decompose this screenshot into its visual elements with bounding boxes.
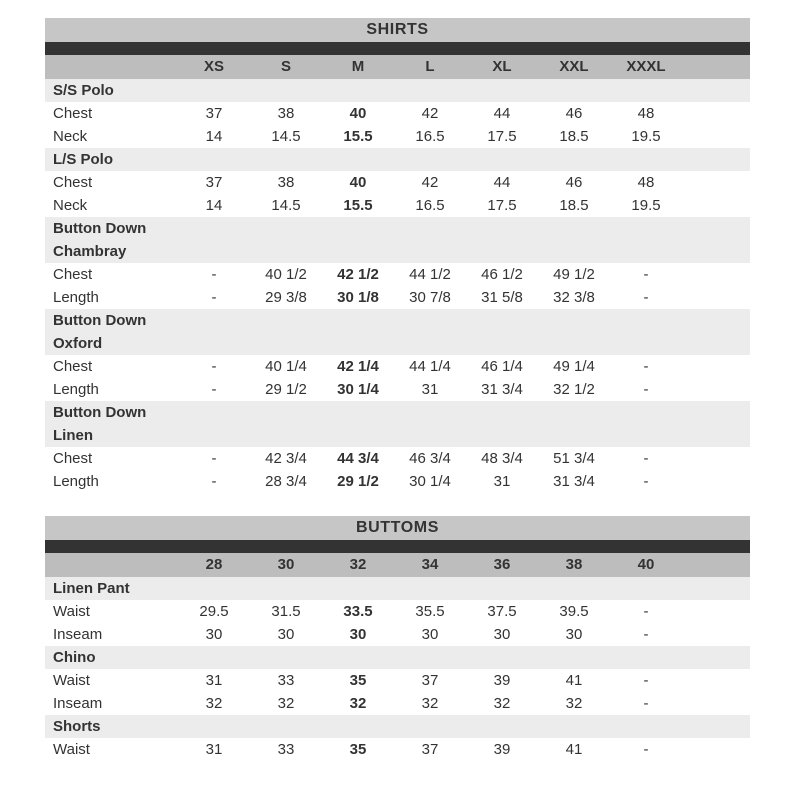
row-label: Waist [53,672,90,689]
tables-host [45,18,750,761]
section-name: Shorts [53,718,101,735]
size-cell: - [211,266,217,283]
size-cell: 30 [277,626,295,643]
size-cell: 49 1/2 [553,266,595,283]
shirts-table [45,18,750,493]
column-header-cell: XXL [559,58,589,75]
data-row [45,355,750,378]
size-cell: 39 [493,672,511,689]
size-cell: 38 [277,105,295,122]
size-cell: - [211,473,217,490]
size-cell: 44 1/4 [409,358,451,375]
row-filler [682,738,750,761]
size-cell: 16.5 [415,197,445,214]
size-cell: 44 3/4 [337,450,379,467]
row-label: Chest [53,174,93,191]
size-cell: 31 5/8 [481,289,523,306]
data-row [45,600,750,623]
column-header-cell: 40 [637,556,655,573]
section-header-row [45,79,750,102]
size-cell: 18.5 [559,197,589,214]
row-filler [682,447,750,470]
size-cell: 41 [565,741,583,758]
table-title-bar [45,18,750,42]
row-label: Waist [53,741,90,758]
size-cell: 48 [637,105,655,122]
row-filler [682,355,750,378]
column-header-cell: M [351,58,365,75]
row-filler [682,125,750,148]
size-cell: - [643,603,649,620]
column-header-cell: 28 [205,556,223,573]
column-header-cell: 38 [565,556,583,573]
table-title: SHIRTS [366,21,429,38]
size-cell: - [643,266,649,283]
data-row [45,102,750,125]
size-cell: - [211,289,217,306]
data-row [45,669,750,692]
size-cell: 32 [493,695,511,712]
size-cell: 31.5 [271,603,301,620]
data-row [45,738,750,761]
size-cell: 42 [421,105,439,122]
size-cell: 29 1/2 [265,381,307,398]
data-row [45,623,750,646]
row-filler [682,669,750,692]
column-header-spacer [45,55,178,79]
row-label: Length [53,473,99,490]
size-cell: - [643,289,649,306]
size-cell: 46 [565,174,583,191]
section-name: Button Down Chambray [53,220,147,260]
size-cell: - [643,450,649,467]
row-filler [682,263,750,286]
section-name: S/S Polo [53,82,114,99]
size-cell: 29.5 [199,603,229,620]
column-header-spacer [45,553,178,577]
row-filler [682,470,750,493]
buttoms-table [45,516,750,761]
row-filler [682,692,750,715]
row-label: Chest [53,266,93,283]
size-cell: 14.5 [271,197,301,214]
column-header-cell: XS [203,58,224,75]
size-cell: 37 [205,174,223,191]
section-header-row [45,646,750,669]
row-label: Chest [53,105,93,122]
size-cell: 31 [493,473,511,490]
data-row [45,194,750,217]
size-cell: 17.5 [487,197,517,214]
size-cell: 18.5 [559,128,589,145]
size-cell: 48 [637,174,655,191]
section-name: Button Down Linen [53,404,147,444]
size-cell: 30 [421,626,439,643]
section-header-row [45,577,750,600]
section-header-row [45,148,750,171]
size-cell: 30 7/8 [409,289,451,306]
size-cell: 14.5 [271,128,301,145]
size-cell: 32 [277,695,295,712]
size-cell: 15.5 [343,128,373,145]
size-cell: 46 [565,105,583,122]
column-header-cell: 34 [421,556,439,573]
size-cell: 46 3/4 [409,450,451,467]
section-header-row [45,217,750,263]
size-cell: 40 [349,174,367,191]
column-header-cell: S [280,58,291,75]
column-header-filler [682,55,750,79]
size-cell: 46 1/2 [481,266,523,283]
size-cell: 28 3/4 [265,473,307,490]
data-row [45,286,750,309]
size-cell: 37 [421,741,439,758]
size-cell: 46 1/4 [481,358,523,375]
size-cell: 32 [565,695,583,712]
column-header-cell: XXXL [626,58,666,75]
size-cell: 39.5 [559,603,589,620]
size-cell: 32 3/8 [553,289,595,306]
size-cell: 14 [205,128,223,145]
size-cell: 40 1/4 [265,358,307,375]
section-header-row [45,715,750,738]
row-filler [682,623,750,646]
row-filler [682,378,750,401]
size-cell: 40 1/2 [265,266,307,283]
size-cell: 42 3/4 [265,450,307,467]
size-cell: 42 1/4 [337,358,379,375]
size-cell: - [643,626,649,643]
size-cell: 37.5 [487,603,517,620]
size-cell: - [643,381,649,398]
size-cell: 19.5 [631,128,661,145]
size-cell: 33 [277,672,295,689]
size-cell: 30 1/4 [337,381,379,398]
section-name: Button Down Oxford [53,312,147,352]
data-row [45,692,750,715]
row-filler [682,102,750,125]
size-cell: 30 [493,626,511,643]
row-label: Inseam [53,626,103,643]
size-cell: 14 [205,197,223,214]
size-cell: 32 [421,695,439,712]
table-title: BUTTOMS [355,519,439,536]
column-header-row [45,55,750,79]
row-label: Neck [53,197,88,214]
section-name: Linen Pant [53,580,130,597]
section-name: L/S Polo [53,151,113,168]
section-header-row [45,309,750,355]
size-cell: 29 3/8 [265,289,307,306]
size-cell: - [211,381,217,398]
column-header-row [45,553,750,577]
section-header-row [45,401,750,447]
size-cell: 17.5 [487,128,517,145]
data-row [45,470,750,493]
size-cell: 42 [421,174,439,191]
size-cell: - [643,358,649,375]
size-chart [45,18,750,761]
size-cell: 30 [349,626,367,643]
column-header-cell: 36 [493,556,511,573]
data-row [45,378,750,401]
row-filler [682,286,750,309]
row-label: Length [53,289,99,306]
data-row [45,263,750,286]
size-cell: 41 [565,672,583,689]
size-cell: 37 [205,105,223,122]
size-cell: 49 1/4 [553,358,595,375]
size-cell: 32 [205,695,223,712]
size-cell: 35.5 [415,603,445,620]
divider-bar [45,540,750,553]
section-name: Chino [53,649,96,666]
row-label: Waist [53,603,90,620]
size-cell: 32 [349,695,367,712]
size-cell: 31 [205,741,223,758]
size-cell: 37 [421,672,439,689]
size-cell: 40 [349,105,367,122]
size-cell: - [211,450,217,467]
data-row [45,447,750,470]
size-cell: 39 [493,741,511,758]
column-header-cell: 32 [349,556,367,573]
row-filler [682,194,750,217]
size-cell: 31 [205,672,223,689]
size-cell: 30 [565,626,583,643]
size-cell: 33 [277,741,295,758]
column-header-cell: L [425,58,435,75]
size-cell: 31 3/4 [481,381,523,398]
size-cell: 38 [277,174,295,191]
size-cell: 44 1/2 [409,266,451,283]
row-filler [682,600,750,623]
size-cell: 35 [349,672,367,689]
row-label: Inseam [53,695,103,712]
data-row [45,171,750,194]
size-cell: - [643,473,649,490]
size-cell: 44 [493,174,511,191]
row-label: Neck [53,128,88,145]
size-cell: 44 [493,105,511,122]
row-label: Chest [53,358,93,375]
size-cell: - [643,741,649,758]
table-gap [45,493,750,516]
size-cell: 48 3/4 [481,450,523,467]
column-header-cell: XL [492,58,512,75]
size-cell: 31 3/4 [553,473,595,490]
size-cell: 29 1/2 [337,473,379,490]
column-header-cell: 30 [277,556,295,573]
divider-bar [45,42,750,55]
table-title-bar [45,516,750,540]
size-cell: 30 1/4 [409,473,451,490]
size-cell: 16.5 [415,128,445,145]
size-cell: 32 1/2 [553,381,595,398]
size-cell: 15.5 [343,197,373,214]
size-cell: 51 3/4 [553,450,595,467]
size-cell: 19.5 [631,197,661,214]
size-cell: - [211,358,217,375]
size-cell: 35 [349,741,367,758]
row-label: Length [53,381,99,398]
column-header-filler [682,553,750,577]
size-cell: 30 [205,626,223,643]
data-row [45,125,750,148]
size-cell: 33.5 [343,603,373,620]
size-cell: - [643,695,649,712]
size-cell: - [643,672,649,689]
size-cell: 31 [421,381,439,398]
size-cell: 42 1/2 [337,266,379,283]
size-cell: 30 1/8 [337,289,379,306]
row-label: Chest [53,450,93,467]
row-filler [682,171,750,194]
